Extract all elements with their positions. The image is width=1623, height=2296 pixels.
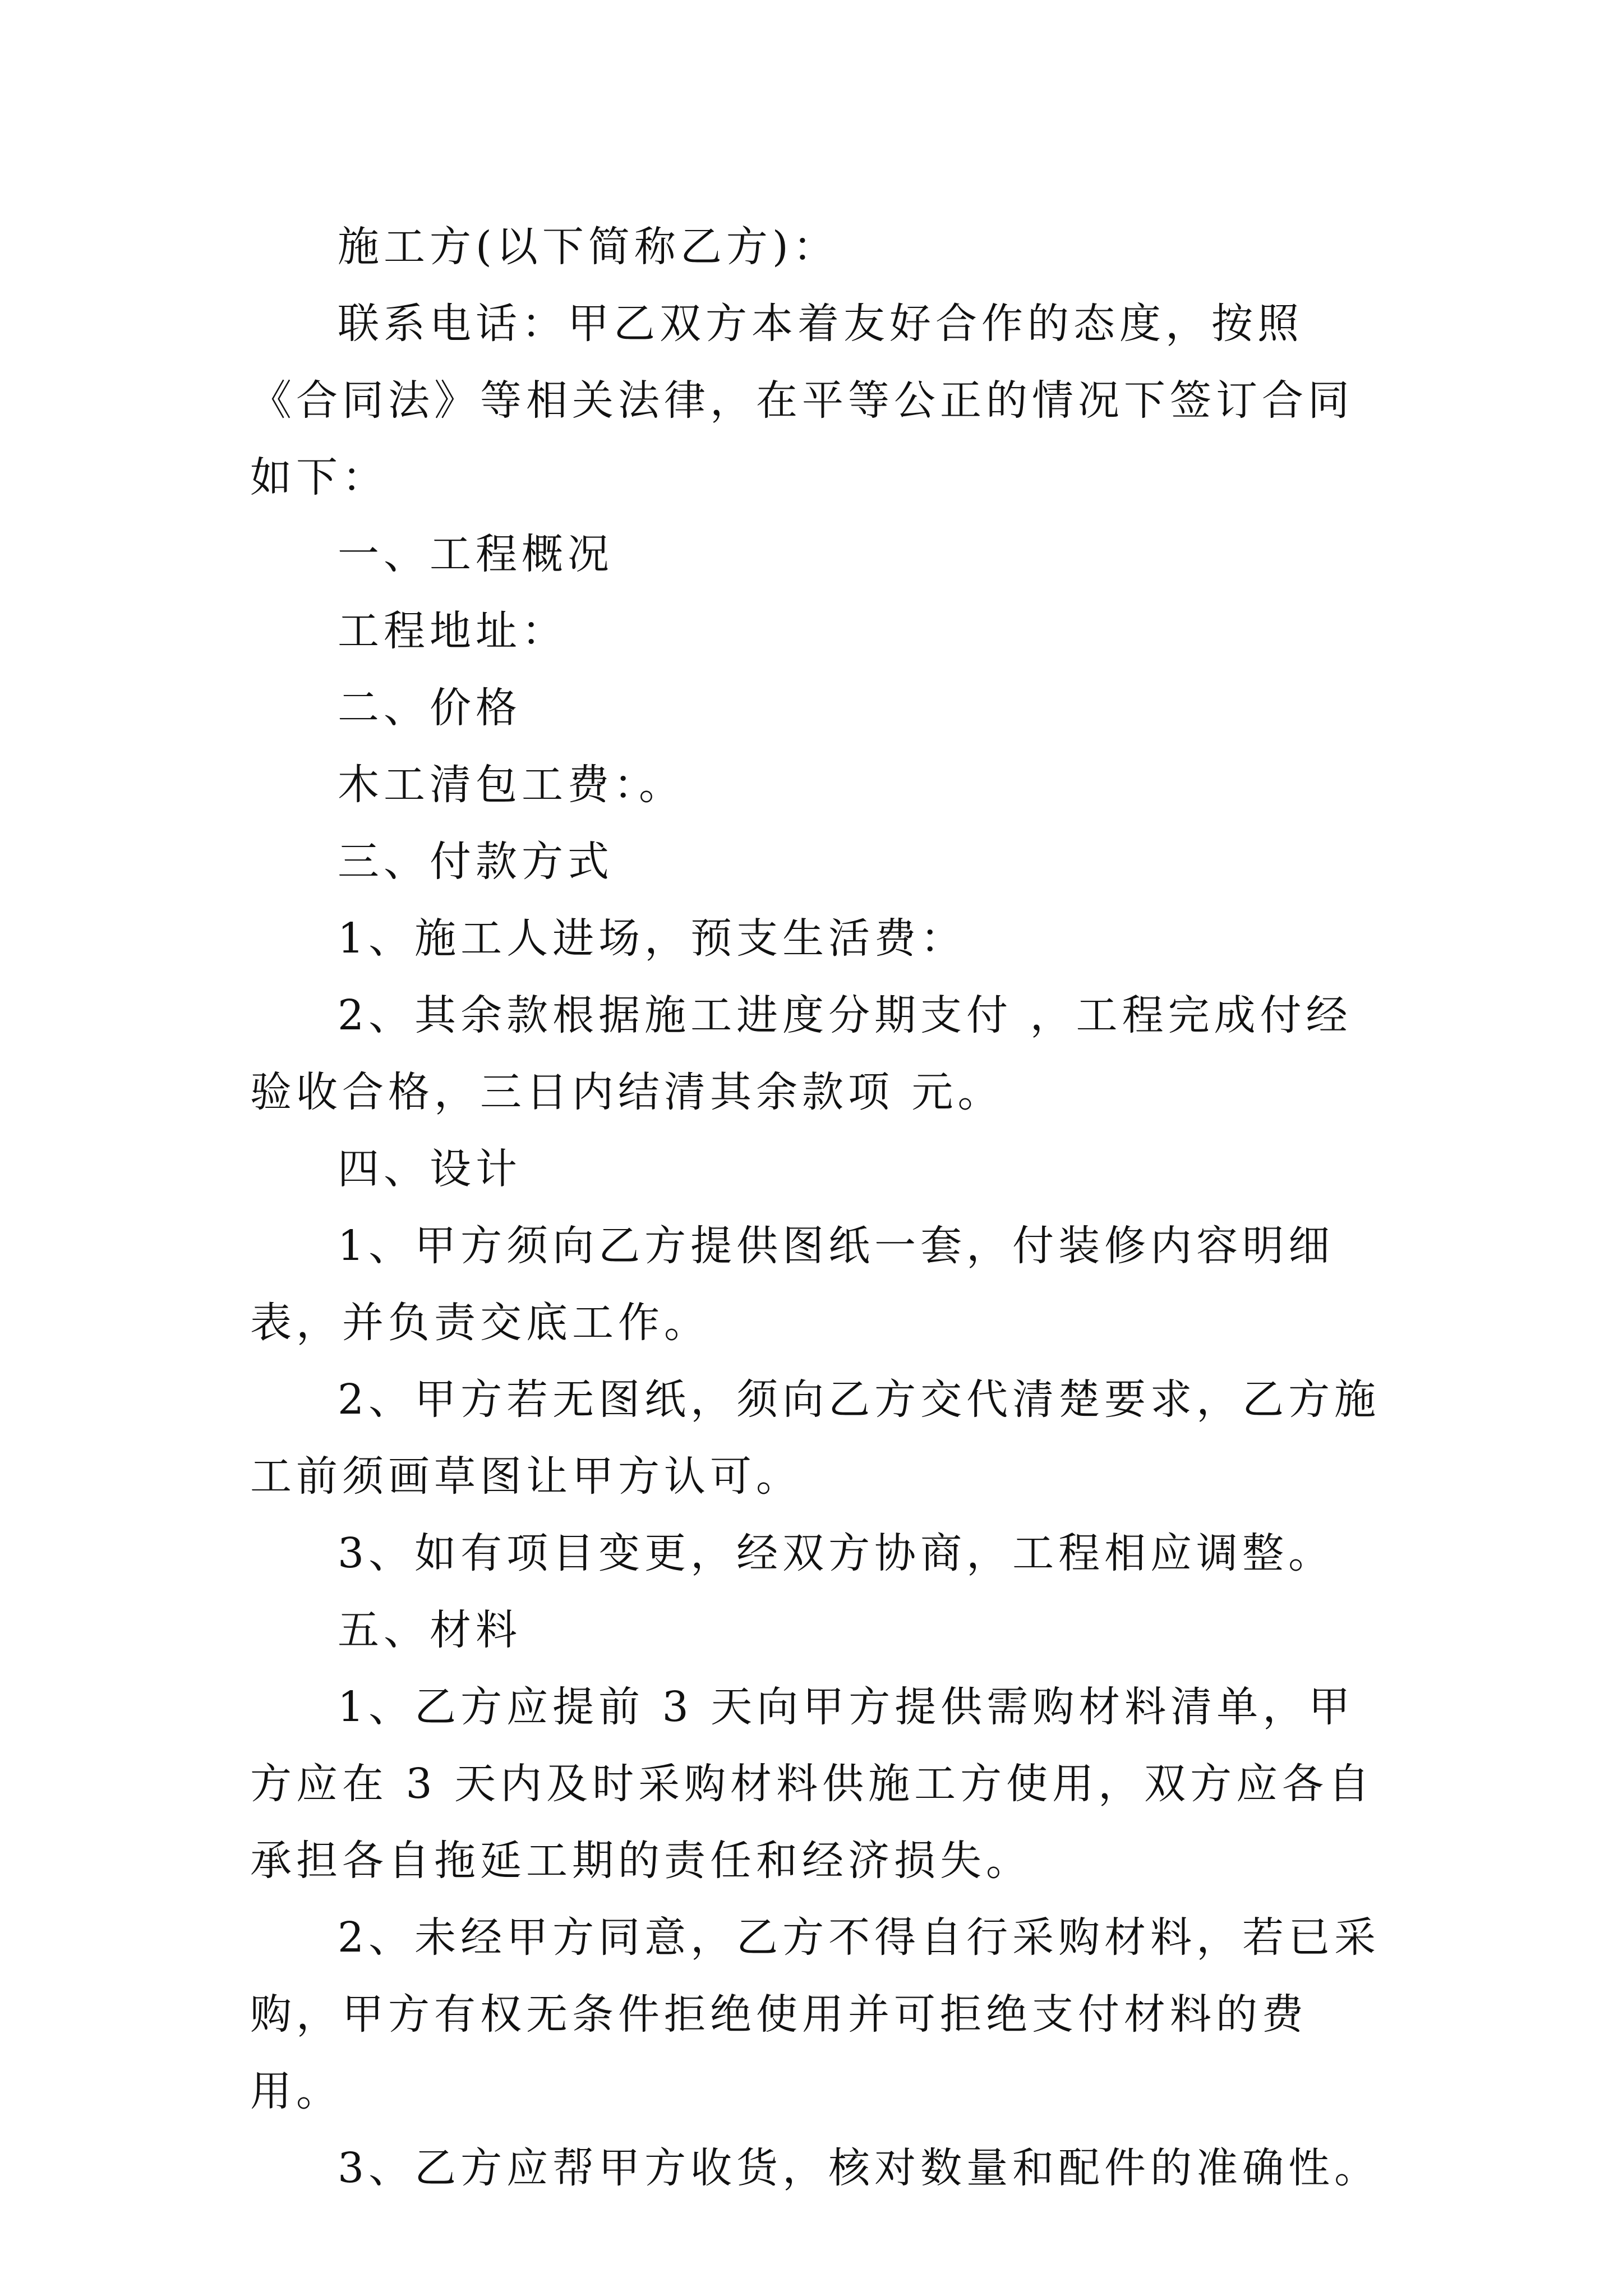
section-heading-price: 二、价格 [338,684,522,732]
paragraph-materials-1: 1、乙方应提前 3 天向甲方提供需购材料清单，甲方应在 3 天内及时采购材料供施工方使用，双方应各自承担各自拖延工期的责任和经济损失。 [250,1683,1375,1885]
section-heading-design: 四、设计 [338,1145,522,1193]
paragraph-project-address: 工程地址： [338,607,568,655]
paragraph-materials-2: 2、未经甲方同意，乙方不得自行采购材料，若已采购，甲方有权无条件拒绝使用并可拒绝支付材料的费用。 [250,1913,1381,2115]
section-heading-project-overview: 一、工程概况 [338,530,614,578]
paragraph-design-2: 2、甲方若无图纸，须向乙方交代清楚要求，乙方施工前须画草图让甲方认可。 [250,1375,1381,1501]
paragraph-design-3: 3、如有项目变更，经双方协商，工程相应调整。 [338,1529,1335,1577]
paragraph-design-1: 1、甲方须向乙方提供图纸一套，付装修内容明细表，并负责交底工作。 [250,1222,1335,1347]
section-heading-materials: 五、材料 [338,1606,522,1654]
paragraph-payment-1: 1、施工人进场，预支生活费： [338,914,967,963]
paragraph-contact-phone: 联系电话：甲乙双方本着友好合作的态度，按照《合同法》等相关法律，在平等公正的情况下签订合同如下： [250,300,1354,501]
section-heading-payment-method: 三、付款方式 [338,838,614,886]
document-body [250,209,1394,2207]
paragraph-payment-2: 2、其余款根据施工进度分期支付 ，工程完成付经验收合格，三日内结清其余款项 元。 [250,991,1352,1116]
paragraph-contractor: 施工方(以下简称乙方)： [338,223,839,271]
paragraph-labor-fee: 木工清包工费：。 [338,761,685,809]
paragraph-materials-3: 3、乙方应帮甲方收货，核对数量和配件的准确性。 [338,2144,1381,2192]
